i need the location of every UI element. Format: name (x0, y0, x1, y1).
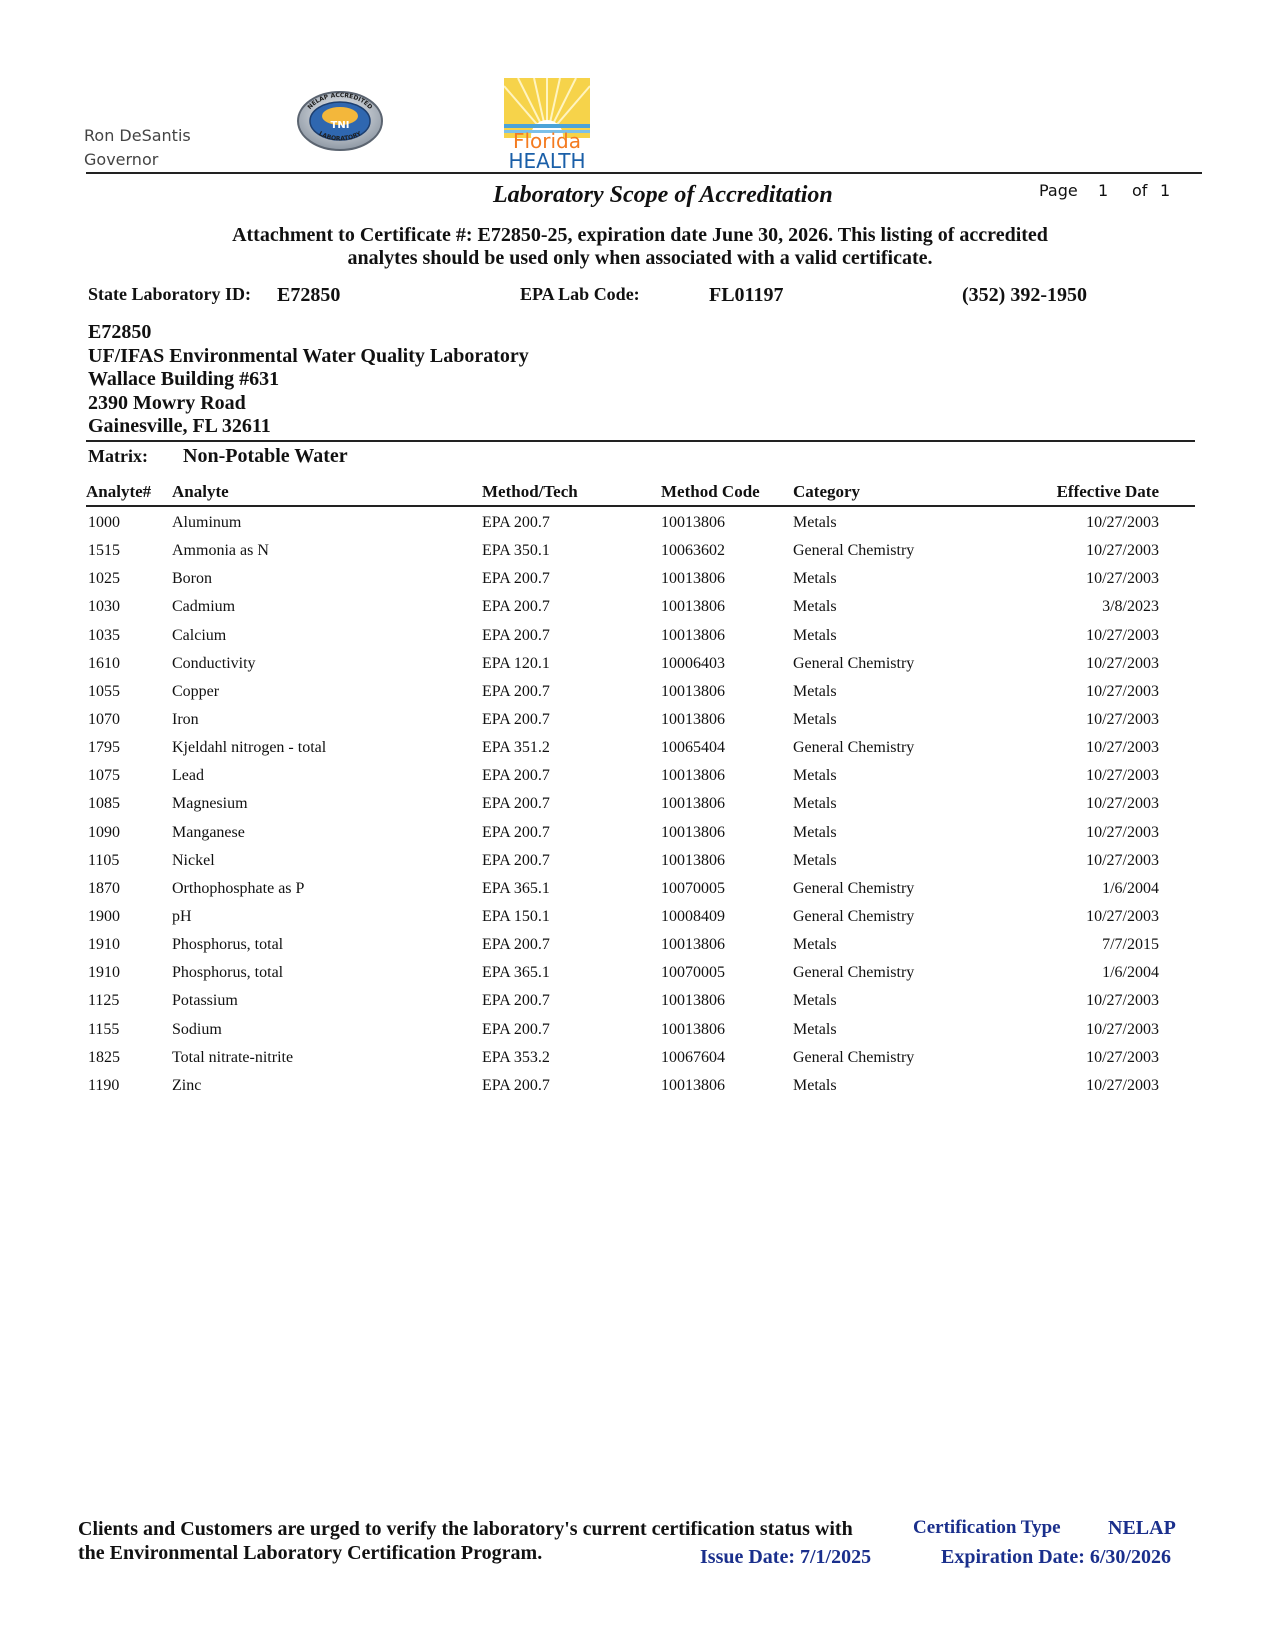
tni-center-text: TNI (330, 120, 350, 131)
certification-type: NELAP (1108, 1517, 1176, 1539)
analyte-name: Lead (172, 767, 204, 785)
table-header-divider (86, 505, 1195, 507)
expiration-date: Expiration Date: 6/30/2026 (941, 1546, 1171, 1568)
health-text: HEALTH (508, 149, 586, 170)
table-row (0, 622, 1275, 650)
effective-date: 10/27/2003 (1086, 739, 1159, 757)
category: Metals (793, 1076, 837, 1094)
florida-health-logo (504, 78, 590, 170)
method-tech: EPA 351.2 (482, 739, 550, 757)
method-code: 10070005 (661, 879, 725, 897)
category: Metals (793, 710, 837, 728)
table-row (0, 1044, 1275, 1072)
analyte-number: 1610 (88, 654, 120, 672)
category: Metals (793, 626, 837, 644)
effective-date: 1/6/2004 (1102, 879, 1159, 897)
category: General Chemistry (793, 542, 915, 560)
method-tech: EPA 200.7 (482, 851, 550, 869)
category: General Chemistry (793, 907, 915, 925)
analyte-number: 1105 (88, 851, 120, 869)
analyte-name: Iron (172, 710, 199, 728)
analyte-number: 1125 (88, 992, 120, 1010)
method-tech: EPA 120.1 (482, 654, 550, 672)
address-line: Wallace Building #631 (88, 368, 280, 390)
of-label: of (1132, 181, 1148, 200)
category: Metals (793, 514, 837, 531)
issue-date: Issue Date: 7/1/2025 (700, 1546, 872, 1568)
analyte-number: 1075 (88, 767, 120, 785)
table-row (0, 1072, 1275, 1100)
tni-logo (296, 88, 384, 152)
method-tech: EPA 200.7 (482, 795, 550, 813)
analyte-number: 1910 (88, 936, 120, 954)
governor-name: Ron DeSantis (84, 126, 191, 145)
effective-date: 10/27/2003 (1086, 570, 1159, 588)
governor-title: Governor (84, 150, 159, 169)
method-tech: EPA 200.7 (482, 514, 550, 531)
category: Metals (793, 823, 837, 841)
method-tech: EPA 200.7 (482, 936, 550, 954)
method-tech: EPA 365.1 (482, 879, 550, 897)
table-row (0, 875, 1275, 903)
category: Metals (793, 992, 837, 1010)
category: Metals (793, 1020, 837, 1038)
table-row (0, 762, 1275, 790)
method-tech: EPA 200.7 (482, 1076, 550, 1094)
page-title: Laboratory Scope of Accreditation (493, 182, 833, 208)
category: General Chemistry (793, 964, 915, 982)
effective-date: 3/8/2023 (1102, 598, 1159, 616)
attachment-line-1: Attachment to Certificate #: E72850-25, expiration date June 30, 2026. This listing of accredited (232, 224, 1048, 246)
effective-date: 10/27/2003 (1086, 1076, 1159, 1094)
matrix-label: Matrix: (88, 446, 148, 466)
lab-phone: (352) 392-1950 (962, 284, 1087, 306)
analyte-name: Ammonia as N (172, 542, 269, 560)
method-code: 10013806 (661, 795, 725, 813)
method-tech: EPA 200.7 (482, 598, 550, 616)
table-row (0, 537, 1275, 565)
column-header-analyte-number: Analyte# (86, 482, 152, 501)
effective-date: 10/27/2003 (1086, 795, 1159, 813)
method-tech: EPA 200.7 (482, 570, 550, 588)
method-code: 10013806 (661, 514, 725, 531)
table-row (0, 819, 1275, 847)
analyte-number: 1795 (88, 739, 120, 757)
analyte-name: Cadmium (172, 598, 236, 616)
effective-date: 10/27/2003 (1086, 823, 1159, 841)
category: Metals (793, 570, 837, 588)
table-row (0, 987, 1275, 1015)
verification-line-1: Clients and Customers are urged to verify the laboratory's current certification status with (78, 1518, 853, 1540)
analyte-number: 1515 (88, 542, 120, 560)
analyte-name: Magnesium (172, 795, 248, 813)
epa-lab-code: FL01197 (709, 284, 784, 306)
method-tech: EPA 200.7 (482, 823, 550, 841)
analyte-name: Zinc (172, 1076, 202, 1094)
method-code: 10013806 (661, 823, 725, 841)
method-code: 10063602 (661, 542, 725, 560)
analyte-number: 1070 (88, 710, 120, 728)
analyte-name: Sodium (172, 1020, 222, 1038)
method-code: 10013806 (661, 598, 725, 616)
effective-date: 10/27/2003 (1086, 851, 1159, 869)
method-code: 10067604 (661, 1048, 725, 1066)
address-line: Gainesville, FL 32611 (88, 415, 271, 437)
method-code: 10013806 (661, 992, 725, 1010)
table-row (0, 593, 1275, 621)
state-lab-id-label: State Laboratory ID: (88, 284, 251, 304)
category: Metals (793, 767, 837, 785)
column-header-effective-date: Effective Date (1056, 482, 1159, 501)
effective-date: 10/27/2003 (1086, 654, 1159, 672)
analyte-number: 1825 (88, 1048, 120, 1066)
analyte-number: 1000 (88, 514, 120, 531)
address-line: E72850 (88, 321, 152, 343)
attachment-notice (160, 224, 1120, 270)
column-header-method: Method/Tech (482, 482, 578, 501)
method-code: 10065404 (661, 739, 725, 757)
florida-text: Florida (512, 129, 582, 153)
analyte-name: Boron (172, 570, 212, 588)
analyte-number: 1025 (88, 570, 120, 588)
method-code: 10070005 (661, 964, 725, 982)
table-row (0, 650, 1275, 678)
effective-date: 10/27/2003 (1086, 682, 1159, 700)
analyte-number: 1155 (88, 1020, 120, 1038)
table-row (0, 1016, 1275, 1044)
category: Metals (793, 682, 837, 700)
method-tech: EPA 150.1 (482, 907, 550, 925)
effective-date: 7/7/2015 (1102, 936, 1159, 954)
lab-address (88, 321, 529, 439)
analyte-name: Copper (172, 682, 220, 700)
analyte-number: 1910 (88, 964, 120, 982)
category: General Chemistry (793, 739, 915, 757)
address-divider (86, 440, 1195, 442)
table-row (0, 903, 1275, 931)
analyte-number: 1035 (88, 626, 120, 644)
table-row (0, 509, 1275, 537)
method-tech: EPA 353.2 (482, 1048, 550, 1066)
analyte-name: Aluminum (172, 514, 242, 531)
category: General Chemistry (793, 654, 915, 672)
method-tech: EPA 350.1 (482, 542, 550, 560)
analyte-number: 1030 (88, 598, 120, 616)
page-number: 1 (1098, 181, 1109, 200)
effective-date: 10/27/2003 (1086, 1048, 1159, 1066)
method-code: 10013806 (661, 767, 725, 785)
effective-date: 1/6/2004 (1102, 964, 1159, 982)
analyte-number: 1055 (88, 682, 120, 700)
category: General Chemistry (793, 879, 915, 897)
method-code: 10013806 (661, 710, 725, 728)
table-row (0, 678, 1275, 706)
method-tech: EPA 365.1 (482, 964, 550, 982)
table-row (0, 565, 1275, 593)
analyte-number: 1085 (88, 795, 120, 813)
analyte-name: Kjeldahl nitrogen - total (172, 739, 327, 757)
table-row (0, 931, 1275, 959)
column-header-category: Category (793, 482, 861, 501)
analyte-name: Orthophosphate as P (172, 879, 305, 897)
method-code: 10006403 (661, 654, 725, 672)
analyte-name: Phosphorus, total (172, 936, 284, 954)
state-lab-id: E72850 (277, 284, 341, 306)
category: Metals (793, 795, 837, 813)
page-label: Page (1039, 181, 1078, 200)
column-header-analyte: Analyte (172, 482, 229, 501)
effective-date: 10/27/2003 (1086, 907, 1159, 925)
analyte-table-body (0, 509, 1275, 1100)
certification-type-label: Certification Type (913, 1517, 1061, 1538)
method-code: 10008409 (661, 907, 725, 925)
method-code: 10013806 (661, 1020, 725, 1038)
category: Metals (793, 598, 837, 616)
effective-date: 10/27/2003 (1086, 992, 1159, 1010)
method-tech: EPA 200.7 (482, 1020, 550, 1038)
category: Metals (793, 851, 837, 869)
table-row (0, 959, 1275, 987)
method-tech: EPA 200.7 (482, 767, 550, 785)
column-header-method-code: Method Code (661, 482, 760, 501)
effective-date: 10/27/2003 (1086, 542, 1159, 560)
method-code: 10013806 (661, 682, 725, 700)
analyte-name: Calcium (172, 626, 227, 644)
effective-date: 10/27/2003 (1086, 626, 1159, 644)
effective-date: 10/27/2003 (1086, 710, 1159, 728)
method-code: 10013806 (661, 626, 725, 644)
analyte-name: Nickel (172, 851, 215, 869)
epa-lab-code-label: EPA Lab Code: (520, 284, 640, 304)
method-tech: EPA 200.7 (482, 992, 550, 1010)
table-row (0, 734, 1275, 762)
tni-top-text: NELAP ACCREDITED (306, 91, 374, 111)
effective-date: 10/27/2003 (1086, 1020, 1159, 1038)
analyte-number: 1090 (88, 823, 120, 841)
category: Metals (793, 936, 837, 954)
governor-block (84, 124, 191, 172)
effective-date: 10/27/2003 (1086, 767, 1159, 785)
method-tech: EPA 200.7 (482, 710, 550, 728)
method-code: 10013806 (661, 570, 725, 588)
analyte-name: Conductivity (172, 654, 256, 672)
analyte-name: Total nitrate-nitrite (172, 1048, 294, 1066)
analyte-number: 1900 (88, 907, 120, 925)
table-row (0, 706, 1275, 734)
method-code: 10013806 (661, 936, 725, 954)
analyte-name: pH (172, 907, 192, 925)
table-row (0, 790, 1275, 818)
effective-date: 10/27/2003 (1086, 514, 1159, 531)
matrix-value: Non-Potable Water (183, 445, 348, 467)
analyte-number: 1870 (88, 879, 120, 897)
method-code: 10013806 (661, 851, 725, 869)
analyte-name: Potassium (172, 992, 238, 1010)
table-row (0, 847, 1275, 875)
analyte-number: 1190 (88, 1076, 120, 1094)
method-code: 10013806 (661, 1076, 725, 1094)
page-total: 1 (1160, 181, 1171, 200)
tni-bottom-text: LABORATORY (317, 130, 363, 143)
analyte-name: Manganese (172, 823, 245, 841)
verification-line-2: the Environmental Laboratory Certification Program. (78, 1542, 543, 1564)
address-line: 2390 Mowry Road (88, 391, 246, 414)
method-tech: EPA 200.7 (482, 682, 550, 700)
header-divider (86, 172, 1202, 174)
method-tech: EPA 200.7 (482, 626, 550, 644)
analyte-name: Phosphorus, total (172, 964, 284, 982)
category: General Chemistry (793, 1048, 915, 1066)
address-line: UF/IFAS Environmental Water Quality Laboratory (88, 344, 529, 367)
attachment-line-2: analytes should be used only when associated with a valid certificate. (347, 247, 933, 269)
